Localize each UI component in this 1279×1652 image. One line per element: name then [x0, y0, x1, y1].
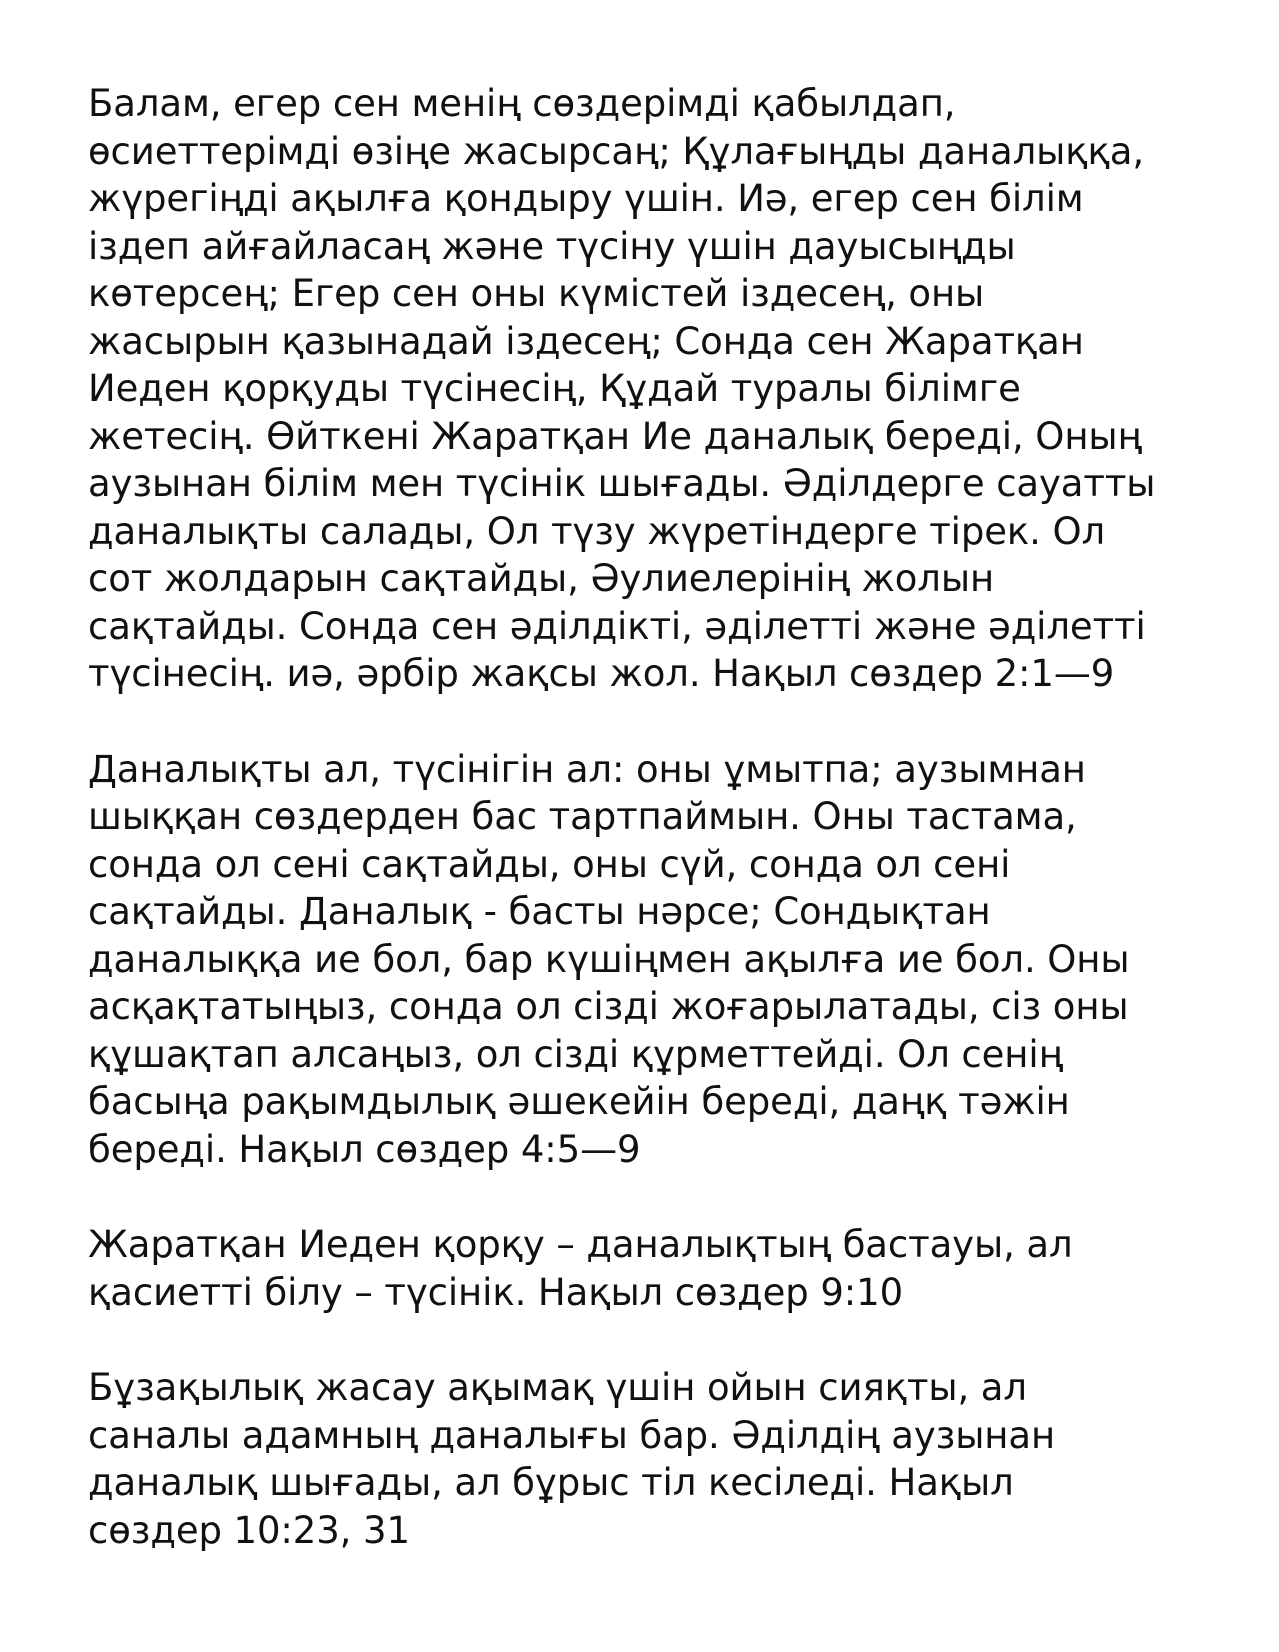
paragraph-proverbs-9 [88, 1221, 1198, 1316]
text-line: даналықты салады, Ол түзу жүретіндерге тірек. Ол [88, 509, 1106, 553]
text-line: сонда ол сені сақтайды, оны сүй, сонда ол сені [88, 842, 1011, 886]
paragraph-proverbs-4 [88, 746, 1198, 1174]
text-line: береді. Нақыл сөздер 4:5—9 [88, 1127, 641, 1171]
document-page [88, 80, 1198, 1602]
text-line: басыңа рақымдылық әшекейін береді, даңқ тәжін [88, 1080, 1070, 1123]
text-line: Бұзақылық жасау ақымақ үшін ойын сияқты, ал [88, 1366, 1027, 1409]
text-line: саналы адамның даналығы бар. Әділдің аузынан [88, 1413, 1056, 1457]
paragraph-proverbs-10 [88, 1364, 1198, 1554]
text-line: жетесің. Өйткені Жаратқан Ие даналық береді, Оның [88, 414, 1142, 458]
text-line: сақтайды. Даналық - басты нәрсе; Сондықтан [88, 890, 991, 933]
text-line: даналық шығады, ал бұрыс тіл кесіледі. Нақыл [88, 1461, 1014, 1504]
text-line: аузынан білім мен түсінік шығады. Әділдерге сауатты [88, 462, 1156, 505]
text-line: құшақтап алсаңыз, ол сізді құрметтейді. Ол сенің [88, 1032, 1063, 1076]
text-line: даналыққа ие бол, бар күшіңмен ақылға ие бол. Оны [88, 937, 1130, 981]
text-line: сот жолдарын сақтайды, Әулиелерінің жолын [88, 557, 995, 600]
text-line: Иеден қорқуды түсінесің, Құдай туралы білімге [88, 367, 1021, 410]
text-line: сөздер 10:23, 31 [88, 1508, 410, 1552]
text-line: Жаратқан Иеден қорқу – даналықтың бастауы, ал [88, 1223, 1073, 1266]
text-line: қасиетті білу – түсінік. Нақыл сөздер 9:10 [88, 1270, 904, 1314]
text-line: Даналықты ал, түсінігін ал: оны ұмытпа; аузымнан [88, 747, 1086, 791]
text-line: жүрегіңді ақылға қондыру үшін. Иә, егер сен білім [88, 177, 1084, 220]
text-line: көтерсең; Егер сен оны күмістей іздесең, оны [88, 272, 985, 315]
paragraph-proverbs-2 [88, 80, 1198, 698]
text-line: асқақтатыңыз, сонда ол сізді жоғарылатады, сіз оны [88, 985, 1129, 1028]
text-line: іздеп айғайласаң және түсіну үшін дауысыңды [88, 224, 1016, 268]
text-line: шыққан сөздерден бас тартпаймын. Оны тастама, [88, 795, 1077, 838]
text-line: өсиеттерімді өзіңе жасырсаң; Құлағыңды даналыққа, [88, 129, 1145, 173]
text-line: жасырын қазынадай іздесең; Сонда сен Жаратқан [88, 319, 1084, 363]
text-line: түсінесің. иә, әрбір жақсы жол. Нақыл сөздер 2:1—9 [88, 652, 1115, 695]
text-line: Балам, егер сен менің сөздерімді қабылдап, [88, 82, 956, 125]
text-line: сақтайды. Сонда сен әділдікті, әділетті және әділетті [88, 604, 1146, 648]
